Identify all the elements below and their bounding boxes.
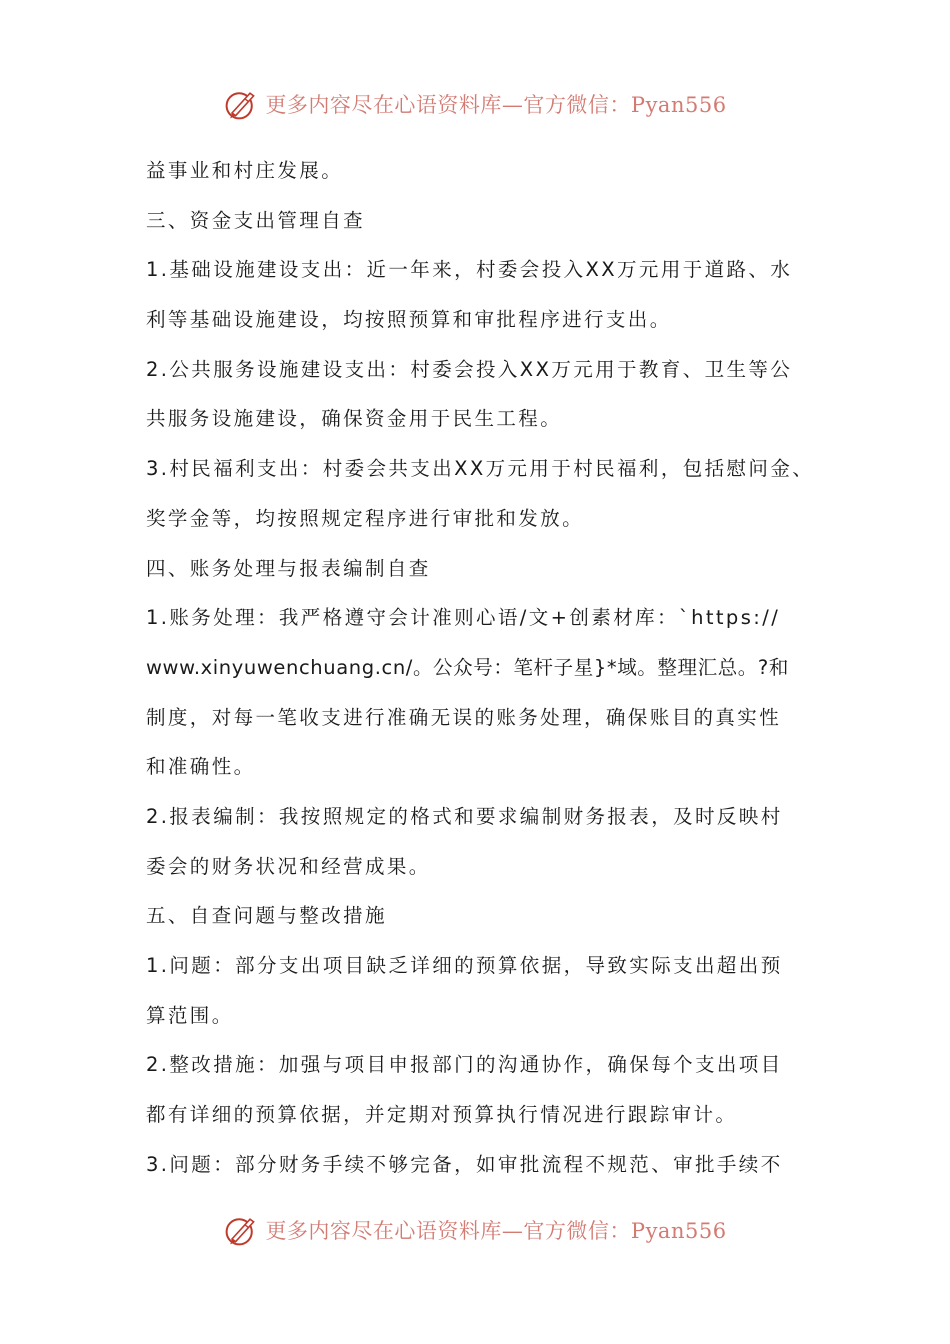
body-line: 2.公共服务设施建设支出：村委会投入XX万元用于教育、卫生等公 (146, 357, 793, 381)
body-line: 1.账务处理：我严格遵守会计准则心语/文+创素材库：`https:// (146, 606, 781, 630)
pen-logo-icon (223, 86, 259, 122)
document-body (146, 146, 826, 1189)
body-line: 委会的财务状况和经营成果。 (146, 854, 431, 878)
footer-banner-text: 更多内容尽在心语资料库—官方微信：Pyan556 (265, 1219, 727, 1243)
body-line: 奖学金等，均按照规定程序进行审批和发放。 (146, 506, 585, 530)
body-line: www.xinyuwenchuang.cn/。公众号：笔杆子星}*域。整理汇总。?和 (146, 655, 789, 679)
section-heading: 四、账务处理与报表编制自查 (146, 556, 431, 580)
body-line: 利等基础设施建设，均按照预算和审批程序进行支出。 (146, 308, 672, 332)
body-line: 2.整改措施：加强与项目申报部门的沟通协作，确保每个支出项目 (146, 1053, 783, 1077)
section-heading: 五、自查问题与整改措施 (146, 904, 387, 928)
body-line: 2.报表编制：我按照规定的格式和要求编制财务报表，及时反映村 (146, 804, 783, 828)
body-line: 3.问题：部分财务手续不够完备，如审批流程不规范、审批手续不 (146, 1152, 783, 1176)
body-line: 益事业和村庄发展。 (146, 159, 344, 182)
section-heading: 三、资金支出管理自查 (146, 208, 366, 232)
body-line: 1.基础设施建设支出：近一年来，村委会投入XX万元用于道路、水 (146, 258, 793, 282)
body-line: 共服务设施建设，确保资金用于民生工程。 (146, 407, 563, 431)
body-line: 1.问题：部分支出项目缺乏详细的预算依据，导致实际支出超出预 (146, 954, 783, 977)
body-line: 制度，对每一笔收支进行准确无误的账务处理，确保账目的真实性 (146, 705, 782, 729)
pen-logo-icon (223, 1212, 259, 1248)
body-line: 和准确性。 (146, 755, 256, 779)
header-banner (0, 84, 950, 124)
body-line: 算范围。 (146, 1003, 234, 1027)
body-line: 3.村民福利支出：村委会共支出XX万元用于村民福利，包括慰问金、 (146, 457, 815, 481)
header-banner-text: 更多内容尽在心语资料库—官方微信：Pyan556 (265, 93, 727, 117)
body-line: 都有详细的预算依据，并定期对预算执行情况进行跟踪审计。 (146, 1103, 738, 1127)
footer-banner (0, 1210, 950, 1250)
